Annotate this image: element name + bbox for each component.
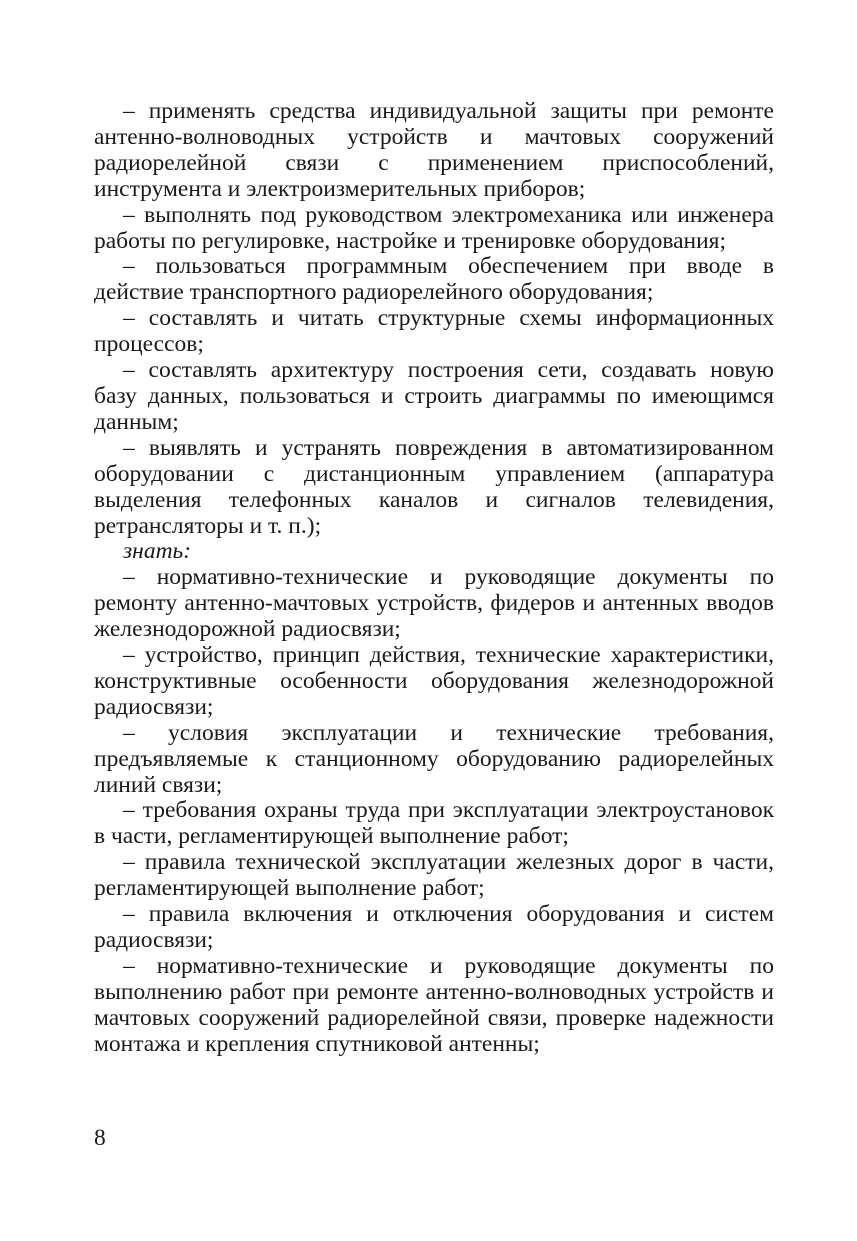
paragraph-network-architecture: – составлять архитектуру построения сети, создавать новую базу данных, пользоваться и строить диаграммы по имеющимся данным;	[94, 357, 774, 435]
paragraph-device-principles: – устройство, принцип действия, технические характеристики, конструктивные особенности оборудования железнодорожной радиосвязи;	[94, 642, 774, 720]
paragraph-apply-protection: – применять средства индивидуальной защиты при ремонте антенно-волноводных устройств и мачтовых сооружений радиорелейной связи с применением приспособлений, инструмента и электроизмерительных приборов;	[94, 98, 774, 202]
section-heading-know: знать:	[123, 538, 192, 565]
paragraph-operating-conditions: – условия эксплуатации и технические требования, предъявляемые к станционному оборудованию радиорелейных линий связи;	[94, 719, 774, 798]
page-number: 8	[94, 1125, 106, 1151]
paragraph-detect-damage: – выявлять и устранять повреждения в автоматизированном оборудовании с дистанционным управлением (аппаратура выделения телефонных каналов и сигналов телевидения, ретрансляторы и т. п.);	[94, 434, 774, 539]
paragraph-labor-safety: – требования охраны труда при эксплуатации электроустановок в части, регламентирующей выполнение работ;	[94, 797, 774, 850]
paragraph-normative-docs: – нормативно-технические и руководящие документы по ремонту антенно-мачтовых устройств, фидеров и антенных вводов железнодорожной радиосвязи;	[94, 564, 774, 643]
paragraph-switching-rules: – правила включения и отключения оборудования и систем радиосвязи;	[94, 901, 774, 953]
paragraph-read-schemes: – составлять и читать структурные схемы информационных процессов;	[94, 305, 774, 358]
paragraph-repair-documents: – нормативно-технические и руководящие документы по выполнению работ при ремонте антенно-волноводных устройств и мачтовых сооружений радиорелейной связи, проверке надежности монтажа и крепления спутниковой антенны;	[94, 952, 774, 1057]
paragraph-perform-adjustment: – выполнять под руководством электромеханика или инженера работы по регулировке, настройке и тренировке оборудования;	[94, 201, 774, 254]
paragraph-railway-rules: – правила технической эксплуатации железных дорог в части, регламентирующей выполнение работ;	[94, 849, 774, 902]
paragraph-use-software: – пользоваться программным обеспечением при вводе в действие транспортного радиорелейного оборудования;	[94, 253, 774, 306]
body-text	[94, 99, 774, 1058]
